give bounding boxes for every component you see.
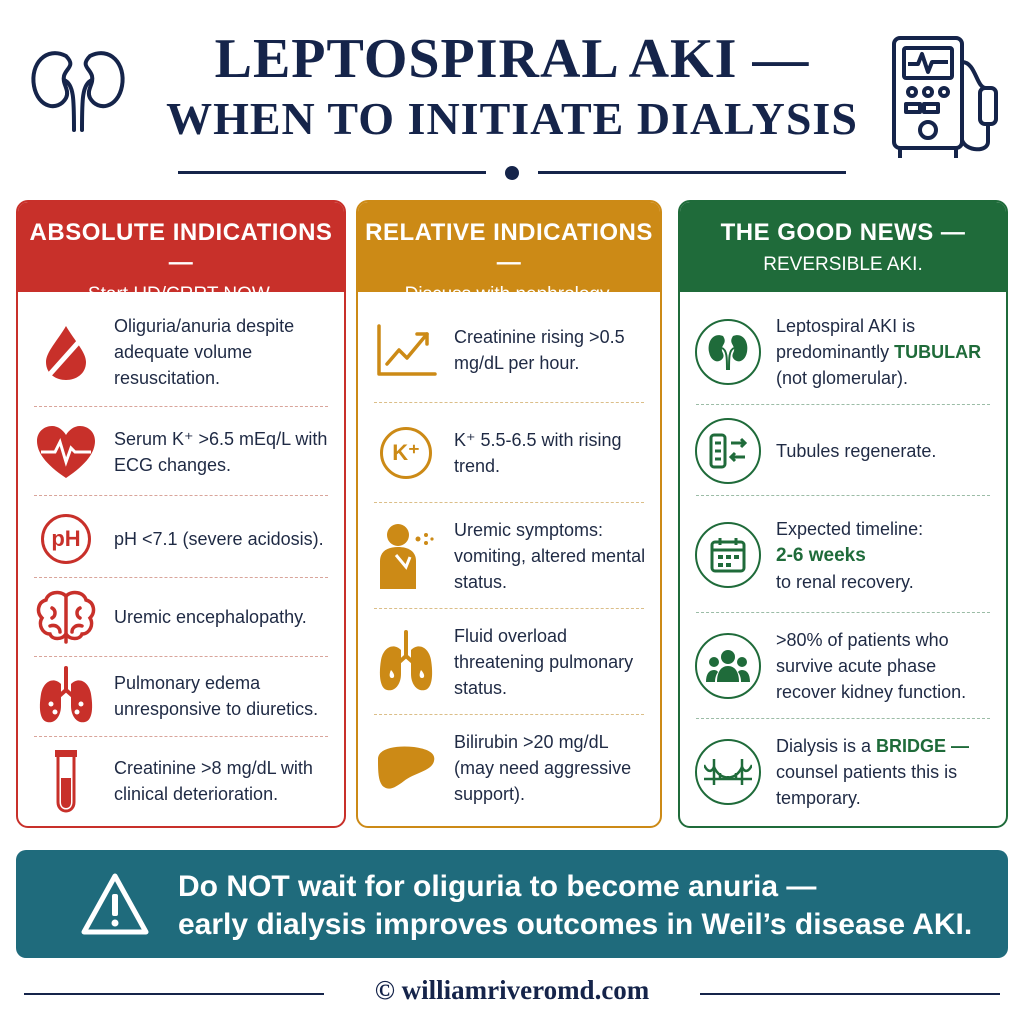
warning-line-1: Do NOT wait for oliguria to become anuria —: [178, 870, 817, 903]
relative-panel-header: [358, 202, 660, 305]
emphasis-timeline: 2-6 weeks: [776, 544, 866, 566]
absolute-item-text: pH <7.1 (severe acidosis).: [114, 529, 324, 549]
divider: [34, 495, 328, 496]
patients-group-icon: [695, 633, 761, 699]
brain-icon: [36, 590, 96, 644]
absolute-item: [18, 738, 344, 824]
good-item: [680, 302, 1006, 402]
vomiting-person-icon: [374, 521, 438, 591]
divider: [34, 656, 328, 657]
relative-item: [358, 612, 660, 712]
absolute-item-text: Creatinine >8 mg/dL with clinical deterioration.: [114, 758, 313, 804]
absolute-panel-header: [18, 202, 344, 305]
absolute-subheading: Start HD/CRRT NOW.: [87, 284, 275, 305]
good-item-text: Tubules regenerate.: [776, 441, 937, 461]
divider: [34, 577, 328, 578]
relative-item-text: Bilirubin >20 mg/dL (may need aggressive support).: [454, 732, 632, 804]
kidneys-icon: [26, 40, 130, 136]
good-heading: THE GOOD NEWS —: [720, 219, 966, 246]
divider: [374, 714, 644, 715]
bridge-icon: [695, 739, 761, 805]
footer-rule-right: [700, 993, 1000, 995]
warning-banner: [16, 850, 1008, 958]
emphasis-tubular: TUBULAR: [894, 342, 982, 362]
warning-text: [178, 868, 998, 944]
relative-indications-panel: [356, 200, 662, 828]
calendar-icon: [695, 522, 761, 588]
divider: [696, 495, 990, 496]
relative-item-text: Creatinine rising >0.5 mg/dL per hour.: [454, 327, 625, 373]
relative-item-text: Uremic symptoms: vomiting, altered mental status.: [454, 520, 646, 592]
absolute-item: [18, 498, 344, 580]
divider: [374, 402, 644, 403]
rising-chart-icon: [375, 322, 437, 378]
lungs-icon: [35, 666, 97, 726]
liver-icon: [374, 743, 438, 793]
header-rule-right: [538, 171, 846, 174]
relative-item-text: K⁺ 5.5-6.5 with rising trend.: [454, 430, 622, 476]
relative-item: [358, 718, 660, 818]
good-item: [680, 500, 1006, 610]
ph-icon: pH: [41, 514, 91, 564]
good-panel-header: [680, 202, 1006, 292]
header-rule-left: [178, 171, 486, 174]
good-item-text: >80% of patients who survive acute phase recover kidney function.: [776, 630, 967, 702]
test-tube-icon: [51, 748, 81, 814]
absolute-indications-panel: [16, 200, 346, 828]
blood-drop-slash-icon: [36, 322, 96, 382]
good-item-text: Dialysis is a BRIDGE — counsel patients this is temporary.: [776, 736, 970, 808]
good-item-text: Expected timeline: 2-6 weeks to renal recovery.: [776, 518, 924, 592]
relative-heading: RELATIVE INDICATIONS —: [365, 219, 653, 276]
absolute-item: [18, 580, 344, 654]
footer-rule-left: [24, 993, 324, 995]
header-divider-dot: [505, 166, 519, 180]
absolute-item-text: Oliguria/anuria despite adequate volume resuscitation.: [114, 316, 295, 388]
absolute-heading: ABSOLUTE INDICATIONS —: [29, 219, 333, 276]
warning-icon: [80, 872, 150, 936]
good-item: [680, 408, 1006, 494]
absolute-item-text: Pulmonary edema unresponsive to diuretics.: [114, 673, 319, 719]
warning-line-2: early dialysis improves outcomes in Weil’s disease AKI.: [178, 908, 973, 941]
divider: [696, 404, 990, 405]
good-item: [680, 614, 1006, 718]
absolute-item-text: Serum K⁺ >6.5 mEq/L with ECG changes.: [114, 429, 328, 475]
good-item: [680, 720, 1006, 824]
good-news-panel: [678, 200, 1008, 828]
good-item-text: Leptospiral AKI is predominantly TUBULAR (not glomerular).: [776, 316, 982, 388]
lungs-fluid-icon: [375, 630, 437, 694]
absolute-item: [18, 658, 344, 734]
footer-credit: © williamriveromd.com: [374, 975, 650, 1005]
relative-item: [358, 406, 660, 500]
dialysis-machine-icon: [886, 32, 1004, 162]
divider: [696, 718, 990, 719]
relative-item-text: Fluid overload threatening pulmonary status.: [454, 626, 634, 698]
divider: [374, 608, 644, 609]
absolute-item: [18, 302, 344, 402]
relative-subheading: Discuss with nephrology.: [404, 284, 614, 305]
relative-item: [358, 302, 660, 398]
absolute-item: [18, 410, 344, 494]
potassium-icon: K⁺: [380, 427, 432, 479]
divider: [34, 406, 328, 407]
emphasis-bridge: BRIDGE —: [876, 736, 970, 756]
good-subheading: REVERSIBLE AKI.: [763, 254, 923, 275]
divider: [374, 502, 644, 503]
heart-ecg-icon: [35, 424, 97, 480]
absolute-item-text: Uremic encephalopathy.: [114, 607, 307, 627]
page-title-line-1: LEPTOSPIRAL AKI —: [214, 28, 810, 90]
divider: [34, 736, 328, 737]
relative-item: [358, 506, 660, 606]
page-title-line-2: WHEN TO INITIATE DIALYSIS: [166, 93, 858, 144]
kidneys-circle-icon: [695, 319, 761, 385]
divider: [696, 612, 990, 613]
tubules-regenerate-icon: [695, 418, 761, 484]
